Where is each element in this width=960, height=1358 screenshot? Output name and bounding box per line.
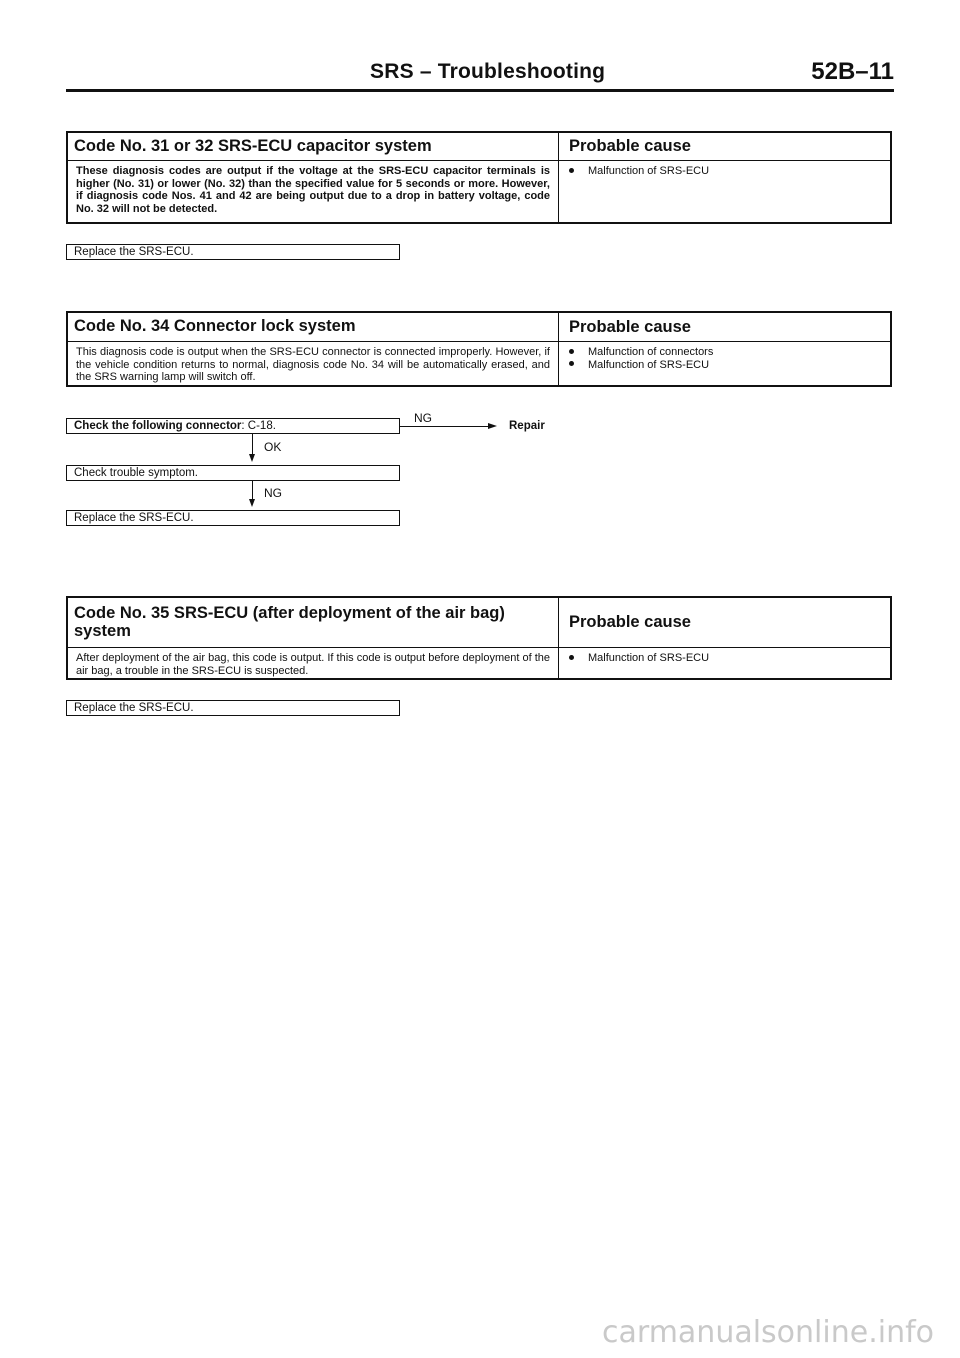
step-box-check-connector (66, 418, 400, 434)
cause-item: Malfunction of SRS-ECU (569, 359, 890, 372)
cause-item: Malfunction of SRS-ECU (569, 165, 890, 178)
ng-label: NG (414, 411, 432, 425)
step-box-replace: Replace the SRS-ECU. (66, 510, 400, 526)
watermark: carmanualsonline.info (602, 1315, 934, 1350)
code-description: These diagnosis codes are output if the voltage at the SRS-ECU capacitor terminals is higher (No. 31) or lower (No. 32) than the specified value for 5 seconds or more. However, if diagnosis code Nos. 41 and 42 are being output due to a drop in battery voltage, code No. 32 will not be detected. (68, 161, 559, 222)
step-box-check-symptom: Check trouble symptom. (66, 465, 400, 481)
code-title (68, 598, 559, 648)
ng-label: NG (264, 486, 282, 500)
code-34-table (66, 311, 892, 387)
bullet-icon (569, 349, 574, 354)
probable-cause-header: Probable cause (559, 133, 890, 161)
probable-cause-list (559, 648, 890, 678)
page-number: 52B–11 (811, 58, 894, 85)
arrow-down-icon (249, 499, 255, 507)
step-label-suffix: : C-18. (241, 420, 276, 432)
page-title: SRS – Troubleshooting (370, 60, 606, 83)
ng-arrow-line (400, 426, 490, 427)
probable-cause-list (559, 342, 890, 385)
header-rule (66, 89, 894, 92)
code-title-line1: Code No. 35 SRS-ECU (after deployment of the air bag) (74, 604, 505, 622)
repair-label: Repair (509, 420, 545, 432)
cause-item: Malfunction of connectors (569, 346, 890, 359)
code-31-32-table (66, 131, 892, 224)
code-title-line2: system (74, 622, 131, 640)
ok-label: OK (264, 440, 282, 454)
code-title: Code No. 34 Connector lock system (68, 313, 559, 342)
step-box: Replace the SRS-ECU. (66, 244, 400, 260)
arrow-down-icon (249, 454, 255, 462)
probable-cause-header: Probable cause (559, 313, 890, 342)
ng-arrow-line-2 (252, 481, 253, 501)
step-label: Check the following connector (74, 420, 242, 432)
cause-item: Malfunction of SRS-ECU (569, 652, 890, 665)
bullet-icon (569, 361, 574, 366)
bullet-icon (569, 655, 574, 660)
step-box: Replace the SRS-ECU. (66, 700, 400, 716)
bullet-icon (569, 168, 574, 173)
code-title: Code No. 31 or 32 SRS-ECU capacitor system (68, 133, 559, 161)
code-35-table (66, 596, 892, 680)
code-description: After deployment of the air bag, this code is output. If this code is output before deployment of the air bag, a trouble in the SRS-ECU is suspected. (68, 648, 559, 678)
probable-cause-list (559, 161, 890, 222)
arrow-right-icon (488, 423, 497, 429)
page-header (66, 58, 894, 88)
ok-arrow-line (252, 434, 253, 456)
probable-cause-header: Probable cause (559, 598, 890, 648)
code-description: This diagnosis code is output when the SRS-ECU connector is connected improperly. However, if the vehicle condition returns to normal, diagnosis code No. 34 will be automatically erased, and the SRS warning lamp will switch off. (68, 342, 559, 385)
